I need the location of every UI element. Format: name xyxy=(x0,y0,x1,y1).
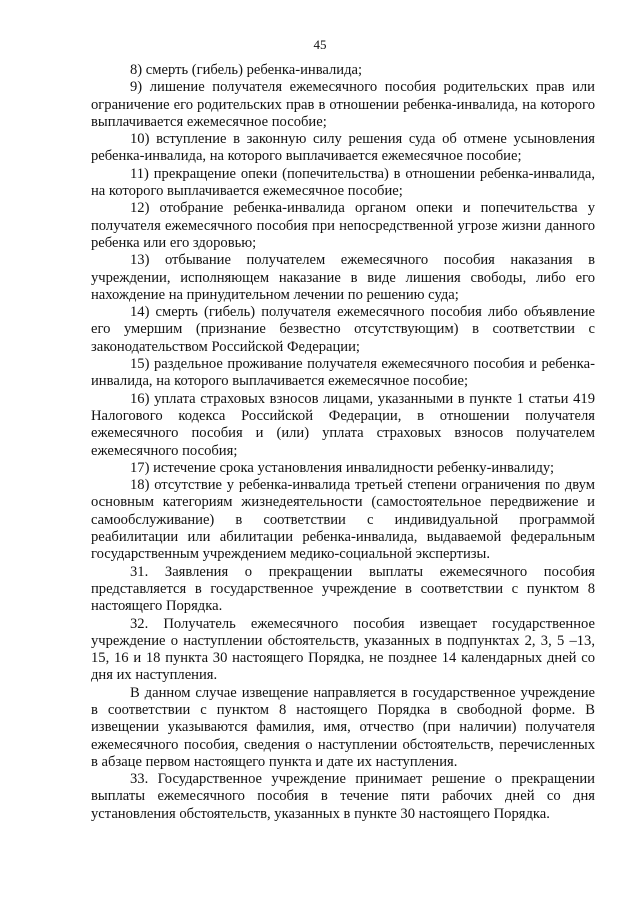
paragraph-item-18: 18) отсутствие у ребенка-инвалида третьей степени ограничения по двум основным категориям жизнедеятельности (самостоятельное передвижение и самообслуживание) в соответствии с индивидуальной программой реабилитации или абилитации ребенка-инвалида, выдаваемой федеральным государственным учреждением медико-социальной экспертизы. xyxy=(91,477,595,563)
paragraph-33: 33. Государственное учреждение принимает решение о прекращении выплаты ежемесячного пособия в течение пяти рабочих дней со дня установления обстоятельств, указанных в пункте 30 настоящего Порядка. xyxy=(91,771,595,822)
paragraph-item-10: 10) вступление в законную силу решения суда об отмене усыновления ребенка-инвалида, на которого выплачивается ежемесячное пособие; xyxy=(91,131,595,165)
paragraph-item-11: 11) прекращение опеки (попечительства) в отношении ребенка-инвалида, на которого выплачивается ежемесячное пособие; xyxy=(91,165,595,200)
paragraph-32-continued: В данном случае извещение направляется в государственное учреждение в соответствии с пунктом 8 настоящего Порядка в свободной форме. В извещении указываются фамилия, имя, отчество (при наличии) получателя ежемесячного пособия, сведения о наступлении обстоятельств, перечисленных в абзаце первом настоящего пункта и дате их наступления. xyxy=(91,684,595,770)
paragraph-item-16: 16) уплата страховых взносов лицами, указанными в пункте 1 статьи 419 Налогового кодекса Российской Федерации, в отношении получателя ежемесячного пособия и (или) уплата страховых взносов получателем ежемесячного пособия; xyxy=(91,390,595,459)
paragraph-31: 31. Заявления о прекращении выплаты ежемесячного пособия представляется в государственное учреждение в соответствии с пунктом 8 настоящего Порядка. xyxy=(91,563,595,615)
page-number: 45 xyxy=(313,37,327,52)
paragraph-item-8: 8) смерть (гибель) ребенка-инвалида; xyxy=(130,62,363,78)
paragraph-item-17: 17) истечение срока установления инвалидности ребенку-инвалиду; xyxy=(130,459,555,476)
paragraph-item-14: 14) смерть (гибель) получателя ежемесячного пособия либо объявление его умершим (признание безвестно отсутствующим) в соответствии с законодательством Российской Федерации; xyxy=(91,304,595,355)
paragraph-item-15: 15) раздельное проживание получателя ежемесячного пособия и ребенка-инвалида, на которого выплачивается ежемесячное пособие; xyxy=(91,356,595,390)
paragraph-item-12: 12) отобрание ребенка-инвалида органом опеки и попечительства у получателя ежемесячного пособия при непосредственной угрозе жизни данного ребенка или его здоровью; xyxy=(91,200,595,251)
paragraph-item-13: 13) отбывание получателем ежемесячного пособия наказания в учреждении, исполняющем наказание в виде лишения свободы, либо его нахождение на принудительном лечении по решению суда; xyxy=(91,252,595,303)
paragraph-item-9: 9) лишение получателя ежемесячного пособия родительских прав или ограничение его родительских прав в отношении ребенка-инвалида, на которого выплачивается ежемесячное пособие; xyxy=(91,79,595,130)
paragraph-32: 32. Получатель ежемесячного пособия извещает государственное учреждение о наступлении обстоятельств, указанных в подпунктах 2, 3, 5 –13, 15, 16 и 18 пункта 30 настоящего Порядка, не позднее 14 календарных дней со дня их наступления. xyxy=(91,615,595,684)
document-body xyxy=(91,62,595,823)
